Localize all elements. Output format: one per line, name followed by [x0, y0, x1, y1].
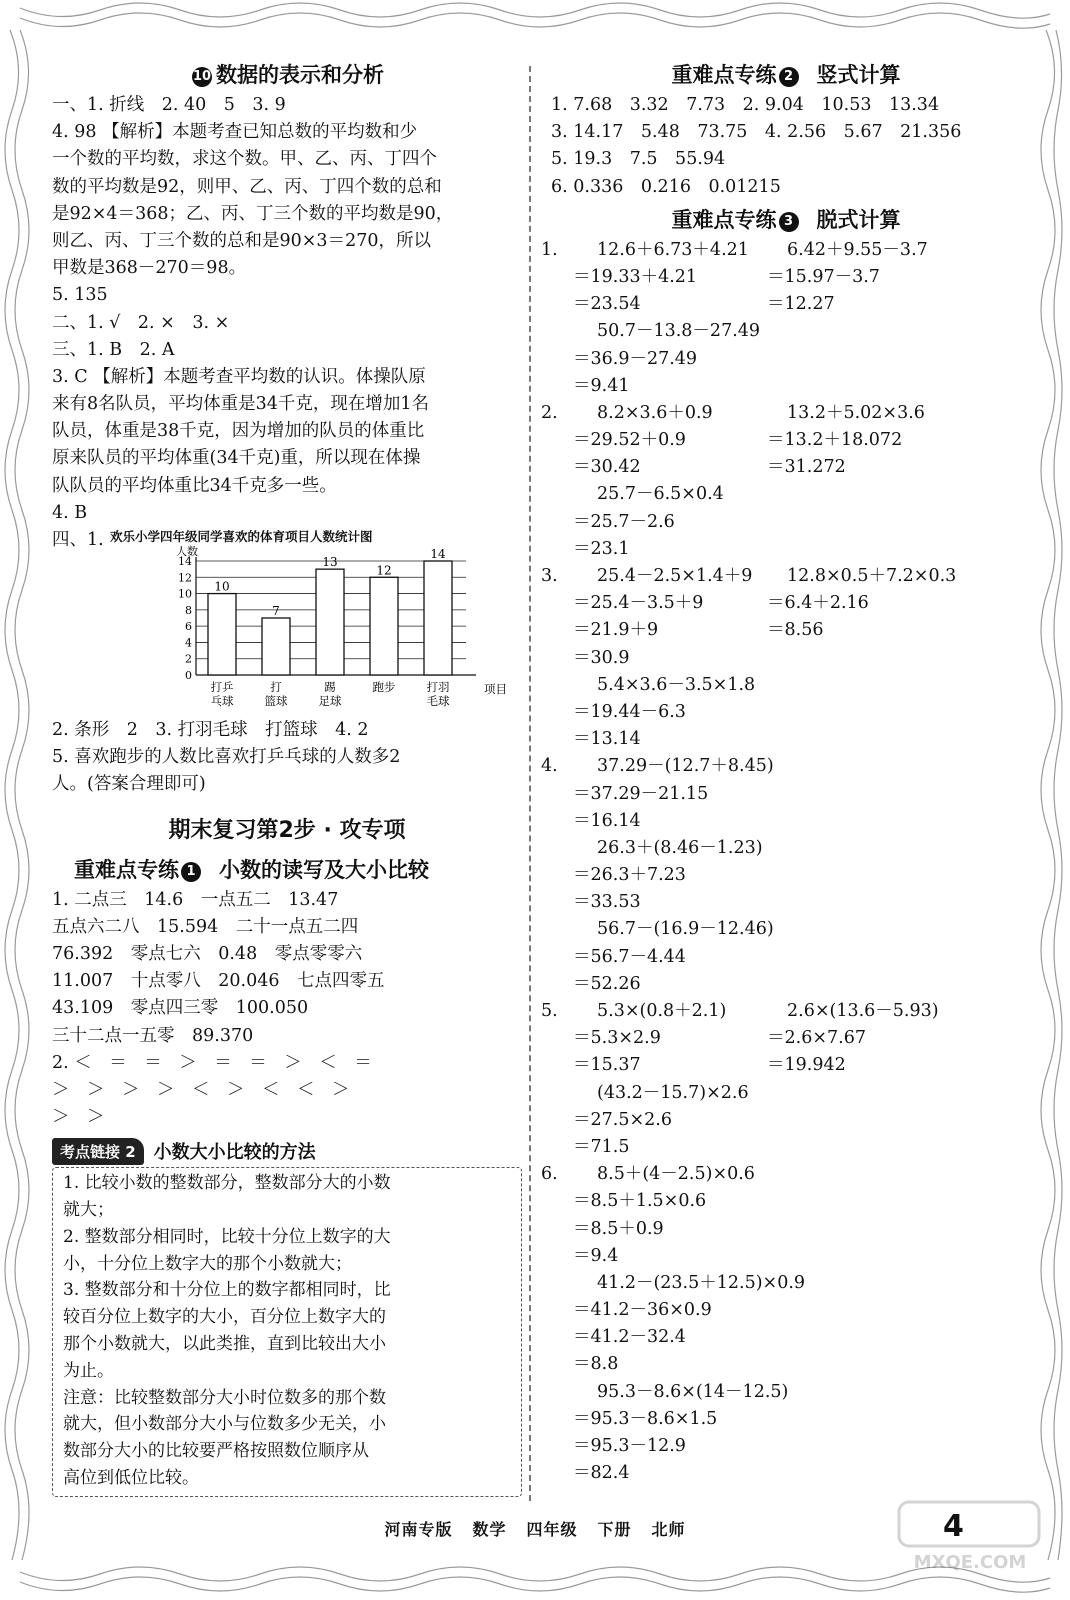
calc-row	[551, 971, 1021, 998]
zhuanlian-number-badge: 2	[779, 67, 799, 87]
answer-line: 4. B	[52, 502, 88, 523]
expression: ＝33.53	[573, 892, 641, 913]
answer-line: ＞ ＞ ＞ ＞ ＜ ＞ ＜ ＜ ＞	[52, 1079, 350, 1100]
calc-row	[551, 672, 1021, 699]
method-line: 高位到低位比较。	[63, 1468, 199, 1489]
zhuanlian-3-title	[551, 203, 1021, 237]
calc-row	[551, 1324, 1021, 1351]
bar-value-label: 12	[376, 563, 392, 578]
calc-row	[541, 400, 1021, 427]
expression: ＝25.7－2.6	[573, 511, 675, 532]
footer-item: 北师	[651, 1520, 686, 1539]
expression: 37.29－(12.7＋8.45)	[597, 756, 774, 777]
kaodian-header	[52, 1135, 522, 1167]
x-tick-label: 毛球	[426, 694, 450, 708]
expression: ＝16.14	[573, 810, 641, 831]
footer-item: 河南专版	[384, 1520, 453, 1539]
method-line: 1. 比较小数的整数部分，整数部分大的小数	[63, 1173, 391, 1194]
method-line: 数部分大小的比较要严格按照数位顺序从	[63, 1441, 369, 1462]
calc-row	[551, 835, 1021, 862]
calc-row	[551, 264, 1021, 291]
answer-line: 原来队员的平均体重(34千克)重，所以现在体操	[52, 448, 421, 469]
calc-row	[551, 1406, 1021, 1433]
zhuanlian-title-text: 脱式计算	[816, 207, 901, 232]
calc-row	[551, 346, 1021, 373]
method-line: 小，十分位上数字大的那个小数就大；	[63, 1253, 352, 1274]
answer-line: 队队员的平均体重比34千克多一些。	[52, 475, 337, 496]
expression: 41.2－(23.5＋12.5)×0.9	[597, 1272, 806, 1293]
expression: 2.6×(13.6－5.93)	[787, 1001, 939, 1021]
y-tick-label: 8	[185, 603, 192, 617]
expression: ＝2.6×7.67	[767, 1028, 866, 1049]
calc-row	[541, 237, 1021, 264]
method-line: 注意：比较整数部分大小时位数多的那个数	[63, 1387, 386, 1408]
zhuanlian-label: 重难点专练	[671, 63, 777, 87]
column-divider	[529, 66, 531, 1501]
zhuanlian-1-title	[52, 853, 522, 887]
calc-row	[551, 808, 1021, 835]
zhuanlian-1-answers	[52, 887, 522, 1132]
expression: ＝15.37	[573, 1055, 641, 1076]
answer-line: 3. C 【解析】本题考查平均数的认识。体操队原	[52, 366, 426, 387]
answer-line: 5. 19.3 7.5 55.94	[551, 149, 726, 170]
calc-row	[551, 536, 1021, 563]
calc-row	[551, 1379, 1021, 1406]
expression: ＝56.7－4.44	[573, 946, 686, 967]
expression: 12.6＋6.73＋4.21	[597, 239, 749, 260]
calc-row	[551, 944, 1021, 971]
calc-row	[551, 889, 1021, 916]
answer-line: 三十二点一五零 89.370	[52, 1025, 254, 1046]
y-tick-label: 10	[178, 587, 192, 601]
svg-text:MXQE.COM: MXQE.COM	[913, 1552, 1027, 1573]
answer-line: 数的平均数是92，则甲、乙、丙、丁四个数的总和	[52, 176, 442, 197]
zhuanlian-title-text: 小数的读写及大小比较	[219, 857, 429, 882]
question-number: 5.	[541, 1001, 558, 1021]
answer-line: 5. 135	[52, 285, 108, 306]
calc-row	[551, 1052, 1021, 1079]
part-title: 期末复习第2步 · 攻专项	[168, 817, 406, 843]
question-prefix: 四、1.	[52, 530, 104, 550]
answer-line: 11.007 十点零八 20.046 七点四零五	[52, 971, 385, 992]
calc-row	[541, 563, 1021, 590]
answer-line: 1. 7.68 3.32 7.73 2. 9.04 10.53 13.34	[551, 95, 940, 115]
expression: 13.2＋5.02×3.6	[787, 402, 925, 423]
expression: ＝36.9－27.49	[573, 348, 698, 369]
expression: 56.7－(16.9－12.46)	[597, 919, 774, 940]
expression: ＝8.8	[573, 1354, 619, 1375]
calc-row	[551, 1433, 1021, 1460]
kaodian-box	[52, 1167, 522, 1497]
zhuanlian-2-answers	[551, 92, 1021, 201]
y-tick-label: 12	[178, 571, 192, 585]
bar	[262, 618, 290, 675]
zhuanlian-label: 重难点专练	[74, 857, 179, 882]
bar-chart-block	[52, 527, 522, 717]
expression: ＝8.5＋1.5×0.6	[573, 1191, 707, 1212]
bar	[208, 594, 236, 675]
zhuanlian-number-badge: 3	[779, 212, 799, 232]
expression: ＝29.52＋0.9	[573, 430, 686, 451]
expression: ＝9.4	[573, 1245, 619, 1266]
method-line: 就大；	[63, 1200, 114, 1221]
answer-line: 是92×4＝368；乙、丙、丁三个数的平均数是90，	[52, 203, 454, 224]
bar	[370, 577, 398, 675]
kaodian-title: 小数大小比较的方法	[153, 1142, 316, 1164]
calc-row	[551, 862, 1021, 889]
y-axis-label: 人数	[176, 545, 198, 558]
y-tick-label: 2	[185, 652, 192, 666]
answer-line: 二、1. √ 2. × 3. ×	[52, 312, 230, 333]
calc-row	[551, 291, 1021, 318]
expression: ＝41.2－36×0.9	[573, 1300, 712, 1321]
bar	[316, 569, 344, 675]
answer-line: 来有8名队员，平均体重是34千克，现在增加1名	[52, 394, 430, 415]
x-tick-label: 篮球	[264, 694, 288, 708]
expression: 50.7－13.8－27.49	[597, 321, 761, 342]
expression: ＝19.33＋4.21	[573, 266, 698, 287]
expression: ＝82.4	[573, 1463, 630, 1484]
expression: ＝21.9＋9	[573, 620, 659, 641]
section-title-text: 数据的表示和分析	[216, 63, 384, 87]
expression: 8.5＋(4－2.5)×0.6	[597, 1164, 755, 1185]
x-tick-label: 打羽	[426, 680, 450, 694]
expression: 26.3＋(8.46－1.23)	[597, 837, 763, 858]
answer-line: 1. 二点三 14.6 一点五二 13.47	[52, 889, 339, 910]
footer-item: 四年级	[526, 1520, 578, 1539]
expression: ＝19.942	[767, 1055, 846, 1076]
calc-row	[551, 916, 1021, 943]
zhuanlian-number-badge: 1	[181, 862, 201, 882]
expression: ＝9.41	[573, 375, 630, 396]
zhuanlian-title-text: 竖式计算	[816, 63, 901, 87]
answer-line: 一个数的平均数，求这个数。甲、乙、丙、丁四个	[52, 149, 437, 170]
calc-row	[541, 998, 1021, 1025]
method-line: 就大，但小数部分大小与位数多少无关，小	[63, 1414, 386, 1435]
expression: ＝41.2－32.4	[573, 1327, 686, 1348]
answer-line: 5. 喜欢跑步的人数比喜欢打乒乓球的人数多2	[52, 747, 401, 768]
calc-row	[551, 645, 1021, 672]
y-tick-label: 6	[185, 620, 192, 634]
expression: ＝13.2＋18.072	[767, 430, 903, 451]
answer-line: 三、1. B 2. A	[52, 339, 175, 360]
calc-row	[551, 509, 1021, 536]
expression: ＝12.27	[767, 294, 835, 315]
bar-value-label: 7	[272, 604, 280, 618]
answer-line: 五点六二八 15.594 二十一点五二四	[52, 916, 359, 937]
watermark-logo	[895, 1496, 1045, 1576]
calc-row	[551, 1025, 1021, 1052]
y-tick-label: 0	[185, 669, 192, 682]
answer-line: 一、1. 折线 2. 40 5 3. 9	[52, 95, 286, 115]
expression: ＝95.3－12.9	[573, 1436, 686, 1456]
calc-row	[551, 1216, 1021, 1243]
expression: 25.4－2.5×1.4＋9	[597, 566, 753, 586]
bar-value-label: 10	[214, 579, 230, 594]
question-number: 1.	[541, 239, 558, 260]
method-line: 2. 整数部分相同时，比较十分位上数字的大	[63, 1226, 391, 1247]
left-column	[52, 58, 522, 1497]
question-number: 6.	[541, 1164, 558, 1185]
calc-row	[551, 1243, 1021, 1270]
expression: ＝71.5	[573, 1136, 630, 1157]
x-axis-label: 项目	[484, 682, 507, 696]
x-tick-label: 跑步	[372, 680, 396, 694]
calc-row	[551, 1270, 1021, 1297]
section-10-title	[52, 58, 522, 92]
x-tick-label: 打	[270, 680, 282, 694]
calc-row	[551, 1460, 1021, 1487]
expression: ＝37.29－21.15	[573, 783, 709, 804]
answer-line: 队员，体重是38千克，因为增加的队员的体重比	[52, 421, 425, 442]
footer-item: 数学	[472, 1520, 507, 1539]
answer-line: 2. 条形 2 3. 打羽毛球 打篮球 4. 2	[52, 720, 369, 740]
x-tick-label: 乓球	[210, 694, 234, 708]
expression: ＝30.9	[573, 647, 630, 668]
answer-line: 2. ＜ ＝ ＝ ＞ ＝ ＝ ＞ ＜ ＝	[52, 1052, 372, 1073]
footer-item: 下册	[597, 1520, 632, 1539]
calc-row	[551, 481, 1021, 508]
y-tick-label: 14	[178, 555, 192, 568]
calc-row	[551, 1080, 1021, 1107]
method-line: 那个小数就大，以此类推，直到比较出大小	[63, 1334, 386, 1355]
answer-line: 甲数是368－270＝98。	[52, 258, 247, 279]
question-number: 3.	[541, 566, 558, 586]
expression: 5.3×(0.8＋2.1)	[597, 1001, 727, 1021]
answer-line: 3. 14.17 5.48 73.75 4. 2.56 5.67 21.356	[551, 122, 962, 143]
section-number-badge: 10	[192, 67, 212, 87]
expression: ＝25.4－3.5＋9	[573, 593, 704, 614]
y-tick-label: 4	[185, 636, 192, 650]
x-tick-label: 打乒	[210, 680, 234, 694]
bar-chart	[104, 537, 507, 717]
calc-row	[541, 1161, 1021, 1188]
expression: ＝13.14	[573, 729, 641, 750]
expression: ＝27.5×2.6	[573, 1109, 672, 1130]
kaodian-tag: 考点链接 2	[52, 1138, 144, 1165]
expression: ＝19.44－6.3	[573, 701, 686, 722]
calc-row	[551, 699, 1021, 726]
x-tick-label: 足球	[318, 694, 342, 708]
bar	[424, 561, 452, 675]
zhuanlian-2-title	[551, 58, 1021, 92]
right-column	[541, 58, 1021, 1487]
expression: 8.2×3.6＋0.9	[597, 402, 713, 423]
calc-row	[551, 1134, 1021, 1161]
method-line: 为止。	[63, 1360, 114, 1381]
expression: ＝5.3×2.9	[573, 1028, 661, 1049]
calc-row	[551, 726, 1021, 753]
x-tick-label: 踢	[324, 680, 336, 694]
calc-row	[551, 1107, 1021, 1134]
expression: ＝52.26	[573, 973, 641, 994]
method-line: 3. 整数部分和十分位上的数字都相同时，比	[63, 1280, 391, 1301]
question-number: 4.	[541, 756, 558, 777]
section-10-answers	[52, 92, 522, 527]
expression: ＝31.272	[767, 457, 846, 478]
calc-row	[551, 617, 1021, 644]
answer-line: 76.392 零点七六 0.48 零点零零六	[52, 943, 363, 964]
calc-row	[551, 318, 1021, 345]
answer-line: 则乙、丙、丁三个数的总和是90×3＝270，所以	[52, 230, 431, 251]
answer-line: ＞ ＞	[52, 1107, 105, 1128]
expression: (43.2－15.7)×2.6	[597, 1082, 749, 1103]
answer-line: 6. 0.336 0.216 0.01215	[551, 176, 781, 197]
calc-row	[551, 373, 1021, 400]
calc-row	[551, 1351, 1021, 1378]
method-line: 较百分位上数字的大小，百分位上数字大的	[63, 1307, 386, 1328]
expression: 95.3－8.6×(14－12.5)	[597, 1381, 789, 1402]
expression: ＝8.56	[767, 620, 824, 641]
expression: ＝23.54	[573, 294, 641, 315]
chart-title: 欢乐小学四年级同学喜欢的体育项目人数统计图	[110, 529, 373, 544]
question-number: 2.	[541, 402, 558, 423]
answer-line: 43.109 零点四三零 100.050	[52, 998, 309, 1019]
answer-line: 4. 98 【解析】本题考查已知总数的平均数和少	[52, 122, 418, 143]
page-number: 4	[943, 1509, 964, 1544]
calc-row	[551, 590, 1021, 617]
answer-line: 人。(答案合理即可)	[52, 774, 206, 795]
calc-row	[551, 454, 1021, 481]
calc-row	[551, 1297, 1021, 1324]
section-10-answers-continued	[52, 717, 522, 799]
expression: 5.4×3.6－3.5×1.8	[597, 674, 756, 695]
calc-row	[541, 753, 1021, 780]
expression: ＝23.1	[573, 538, 630, 559]
calc-row	[551, 427, 1021, 454]
expression: ＝15.97－3.7	[767, 266, 880, 287]
zhuanlian-label: 重难点专练	[671, 207, 777, 232]
expression: ＝26.3＋7.23	[573, 865, 686, 886]
expression: 25.7－6.5×0.4	[597, 484, 724, 505]
bar-value-label: 14	[430, 547, 446, 561]
zhuanlian-3-calculations	[541, 237, 1021, 1488]
bar-value-label: 13	[322, 555, 338, 570]
expression: 12.8×0.5＋7.2×0.3	[787, 566, 957, 586]
calc-row	[551, 1188, 1021, 1215]
expression: ＝6.4＋2.16	[767, 593, 869, 614]
calc-row	[551, 781, 1021, 808]
expression: ＝30.42	[573, 457, 641, 478]
expression: ＝95.3－8.6×1.5	[573, 1408, 718, 1429]
expression: 6.42＋9.55－3.7	[787, 239, 928, 260]
expression: ＝8.5＋0.9	[573, 1218, 664, 1239]
